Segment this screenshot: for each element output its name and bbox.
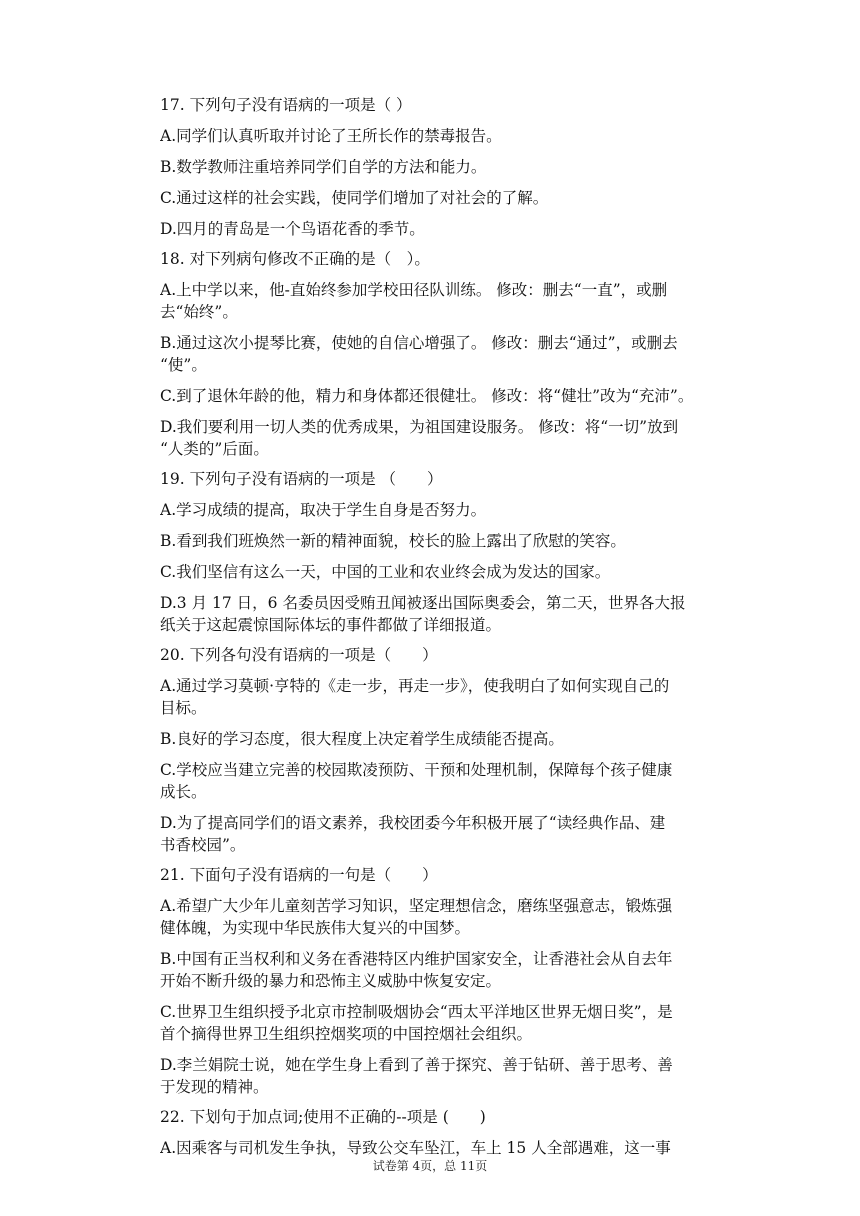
option-text-line: A.同学们认真听取并讨论了王所长作的禁毒报告。: [160, 127, 502, 145]
answer-option: [160, 530, 740, 552]
option-text-line: C.学校应当建立完善的校园欺凌预防、干预和处理机制，保障每个孩子健康: [160, 761, 673, 779]
option-text-line: A.通过学习莫顿·亨特的《走一步，再走一步》，使我明白了如何实现自己的: [160, 677, 670, 695]
question-block: [160, 94, 740, 240]
answer-option: [160, 948, 740, 992]
option-text-line: 健体魄，为实现中华民族伟大复兴的中国梦。: [160, 919, 471, 937]
answer-option: [160, 728, 740, 750]
question-stem: 17. 下列句子没有语病的一项是（ ）: [160, 96, 412, 114]
question-stem: 20. 下列各句没有语病的一项是（ ）: [160, 646, 438, 664]
answer-option: [160, 218, 740, 240]
answer-option: [160, 812, 740, 856]
option-text-line: 开始不断升级的暴力和恐怖主义威胁中恢复安定。: [160, 972, 502, 990]
option-text-line: B.数学教师注重培养同学们自学的方法和能力。: [160, 158, 487, 176]
option-text-line: C.我们坚信有这么一天，中国的工业和农业终会成为发达的国家。: [160, 563, 611, 581]
option-text-line: 于发现的精神。: [160, 1078, 269, 1096]
question-block: [160, 1106, 740, 1159]
answer-option: [160, 759, 740, 803]
answer-option: [160, 675, 740, 719]
answer-option: [160, 332, 740, 376]
option-text-line: B.看到我们班焕然一新的精神面貌，校长的脸上露出了欣慰的笑容。: [160, 532, 626, 550]
option-text-line: A.上中学以来，他-直始终参加学校田径队训练。 修改：删去“一直”，或删: [160, 281, 668, 299]
answer-option: [160, 156, 740, 178]
answer-option: [160, 416, 740, 460]
question-block: [160, 468, 740, 636]
answer-option: [160, 592, 740, 636]
option-text-line: A.希望广大少年儿童刻苦学习知识，坚定理想信念，磨练坚强意志，锻炼强: [160, 897, 673, 915]
answer-option: [160, 187, 740, 209]
answer-option: [160, 1001, 740, 1045]
option-text-line: 首个摘得世界卫生组织控烟奖项的中国控烟社会组织。: [160, 1025, 533, 1043]
question-stem: 18. 对下列病句修改不正确的是（ ）。: [160, 250, 430, 268]
answer-option: [160, 499, 740, 521]
page-footer: 试卷第 4页，总 11页: [372, 1159, 488, 1173]
option-text-line: C.通过这样的社会实践，使同学们增加了对社会的了解。: [160, 189, 549, 207]
option-text-line: D.我们要利用一切人类的优秀成果，为祖国建设服务。 修改：将“一切”放到: [160, 418, 679, 436]
answer-option: [160, 895, 740, 939]
option-text-line: 目标。: [160, 699, 207, 717]
answer-option: [160, 279, 740, 323]
question-stem: 22. 下划句于加点词;使用不正确的--项是 ( ): [160, 1108, 486, 1126]
option-text-line: “使”。: [160, 356, 207, 374]
question-stem: 19. 下列句子没有语病的一项是 （ ）: [160, 470, 443, 488]
question-list: [160, 94, 740, 1159]
answer-option: [160, 125, 740, 147]
answer-option: [160, 1137, 740, 1159]
option-text-line: A.学习成绩的提高，取决于学生自身是否努力。: [160, 501, 487, 519]
question-block: [160, 644, 740, 856]
option-text-line: D.3 月 17 日，6 名委员因受贿丑闻被逐出国际奥委会，第二天，世界各大报: [160, 594, 686, 612]
option-text-line: B.中国有正当权利和义务在香港特区内维护国家安全，让香港社会从自去年: [160, 950, 673, 968]
question-block: [160, 248, 740, 460]
question-stem: 21. 下面句子没有语病的一句是（ ）: [160, 866, 438, 884]
option-text-line: D.李兰娟院士说，她在学生身上看到了善于探究、善于钻研、善于思考、善: [160, 1056, 673, 1074]
option-text-line: D.四月的青岛是一个鸟语花香的季节。: [160, 220, 425, 238]
option-text-line: 书香校园”。: [160, 836, 246, 854]
option-text-line: A.因乘客与司机发生争执，导致公交车坠江，车上 15 人全部遇难，这一事: [160, 1139, 671, 1157]
option-text-line: B.良好的学习态度，很大程度上决定着学生成绩能否提高。: [160, 730, 564, 748]
option-text-line: C.到了退休年龄的他，精力和身体都还很健壮。 修改：将“健壮”改为“充沛”。: [160, 387, 694, 405]
answer-option: [160, 561, 740, 583]
answer-option: [160, 1054, 740, 1098]
answer-option: [160, 385, 740, 407]
option-text-line: B.通过这次小提琴比赛，使她的自信心增强了。 修改：删去“通过”，或删去: [160, 334, 678, 352]
option-text-line: “人类的”后面。: [160, 440, 269, 458]
option-text-line: D.为了提高同学们的语文素养，我校团委今年积极开展了“读经典作品、建: [160, 814, 666, 832]
option-text-line: C.世界卫生组织授予北京市控制吸烟协会“西太平洋地区世界无烟日奖”，是: [160, 1003, 673, 1021]
option-text-line: 成长。: [160, 783, 207, 801]
option-text-line: 去“始终”。: [160, 303, 238, 321]
option-text-line: 纸关于这起震惊国际体坛的事件都做了详细报道。: [160, 616, 502, 634]
question-block: [160, 864, 740, 1098]
